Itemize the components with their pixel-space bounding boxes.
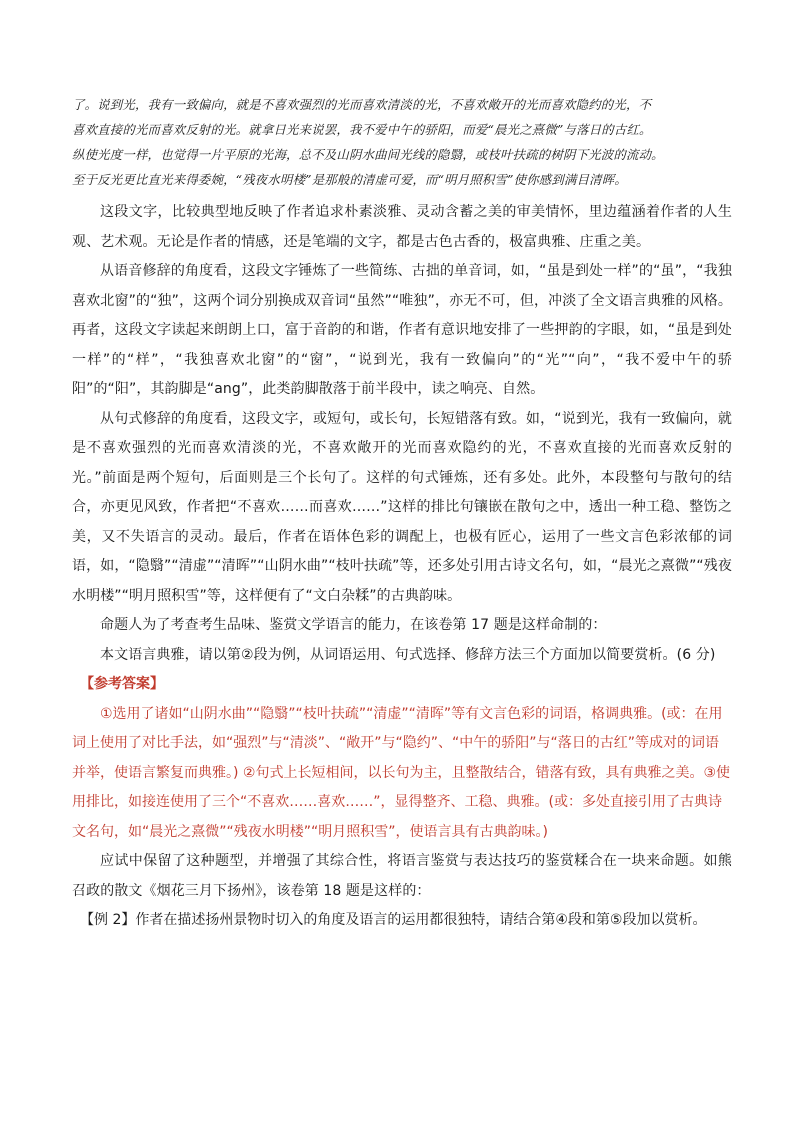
document-page <box>72 92 732 936</box>
answer-text: ①选用了诸如“山阴水曲”“隐翳”“枝叶扶疏”“清虚”“清晖”等有文言色彩的词语，格调典雅。(或：在用词上使用了对比手法，如“强烈”与“清淡”、“敞开”与“隐约”、“中午的骄阳”与“落日的古红”等成对的词语并举，使语言繁复而典雅。) ②句式上长短相间，以长句为主，且整散结合，错落有致，具有典雅之美。③使用排比，如接连使用了三个“不喜欢……喜欢……”，显得整齐、工稳、典雅。(或：多处直接引用了古典诗文名句，如“晨光之熹微”“残夜水明楼”“明月照积雪”，使语言具有古典韵味。) <box>72 705 731 840</box>
paragraph: 从语音修辞的角度看，这段文字锤炼了一些简练、古拙的单音词，如，“虽是到处一样”的“虽”，“我独喜欢北窗”的“独”，这两个词分别换成双音词“虽然”“唯独”，亦无不可，但，冲淡了全文语言典雅的风格。再者，这段文字读起来朗朗上口，富于音韵的和谐，作者有意识地安排了一些押韵的字眼，如，“虽是到处一样”的“样”，“我独喜欢北窗”的“窗”，“说到光，我有一致偏向”的“光”“向”，“我不爱中午的骄阳”的“阳”，其韵脚是“ang”，此类韵脚散落于前半段中，读之响亮、自然。 <box>72 263 732 397</box>
paragraph: 从句式修辞的角度看，这段文字，或短句，或长句，长短错落有致。如，“说到光，我有一致偏向，就是不喜欢强烈的光而喜欢清淡的光，不喜欢敞开的光而喜欢隐约的光，不喜欢直接的光而喜欢反射的光。”前面是两个短句，后面则是三个长句了。这样的句式锤炼，还有多处。此外，本段整句与散句的结合，亦更见风致，作者把“不喜欢……而喜欢……”这样的排比句镶嵌在散句之中，透出一种工稳、整饬之美，又不失语言的灵动。最后，作者在语体色彩的调配上，也极有匠心，运用了一些文言色彩浓郁的词语，如，“隐翳”“清虚”“清晖”“山阴水曲”“枝叶扶疏”等，还多处引用古诗文名句，如，“晨光之熹微”“残夜水明楼”“明月照积雪”等，这样便有了“文白杂糅”的古典韵味。 <box>72 410 732 604</box>
answer-heading: 【参考答案】 <box>80 676 164 692</box>
paragraph: 这段文字，比较典型地反映了作者追求朴素淡雅、灵动含蓄之美的审美情怀，里边蕴涵着作者的人生观、艺术观。无论是作者的情感，还是笔端的文字，都是古色古香的，极富典雅、庄重之美。 <box>72 204 732 250</box>
quote-line: 纵使光度一样，也觉得一片平原的光海，总不及山阴水曲间光线的隐翳，或枝叶扶疏的树阴下光波的流动。 <box>72 147 664 162</box>
paragraph: 应试中保留了这种题型，并增强了其综合性，将语言鉴赏与表达技巧的鉴赏糅合在一块来命题。如熊召政的散文《烟花三月下扬州》，该卷第 18 题是这样的： <box>72 853 732 899</box>
example-question: 【例 2】作者在描述扬州景物时切入的角度及语言的运用都很独特，请结合第④段和第⑤段加以赏析。 <box>80 912 707 928</box>
paragraph: 命题人为了考查考生品味、鉴赏文学语言的能力，在该卷第 17 题是这样命制的： <box>100 617 607 633</box>
quoted-passage <box>72 92 732 192</box>
question-text: 本文语言典雅，请以第②段为例，从词语运用、句式选择、修辞方法三个方面加以简要赏析。(6 分) <box>100 646 716 663</box>
quote-line: 喜欢直接的光而喜欢反射的光。就拿日光来说罢，我不爱中午的骄阳，而爱“晨光之熹微”与落日的古红。 <box>72 122 652 137</box>
quote-line: 至于反光更比直光来得委婉，“残夜水明楼”是那般的清虚可爱，而“明月照积雪”使你感到满目清晖。 <box>72 172 627 187</box>
quote-line: 了。说到光，我有一致偏向，就是不喜欢强烈的光而喜欢清淡的光，不喜欢敞开的光而喜欢隐约的光，不 <box>72 97 652 112</box>
